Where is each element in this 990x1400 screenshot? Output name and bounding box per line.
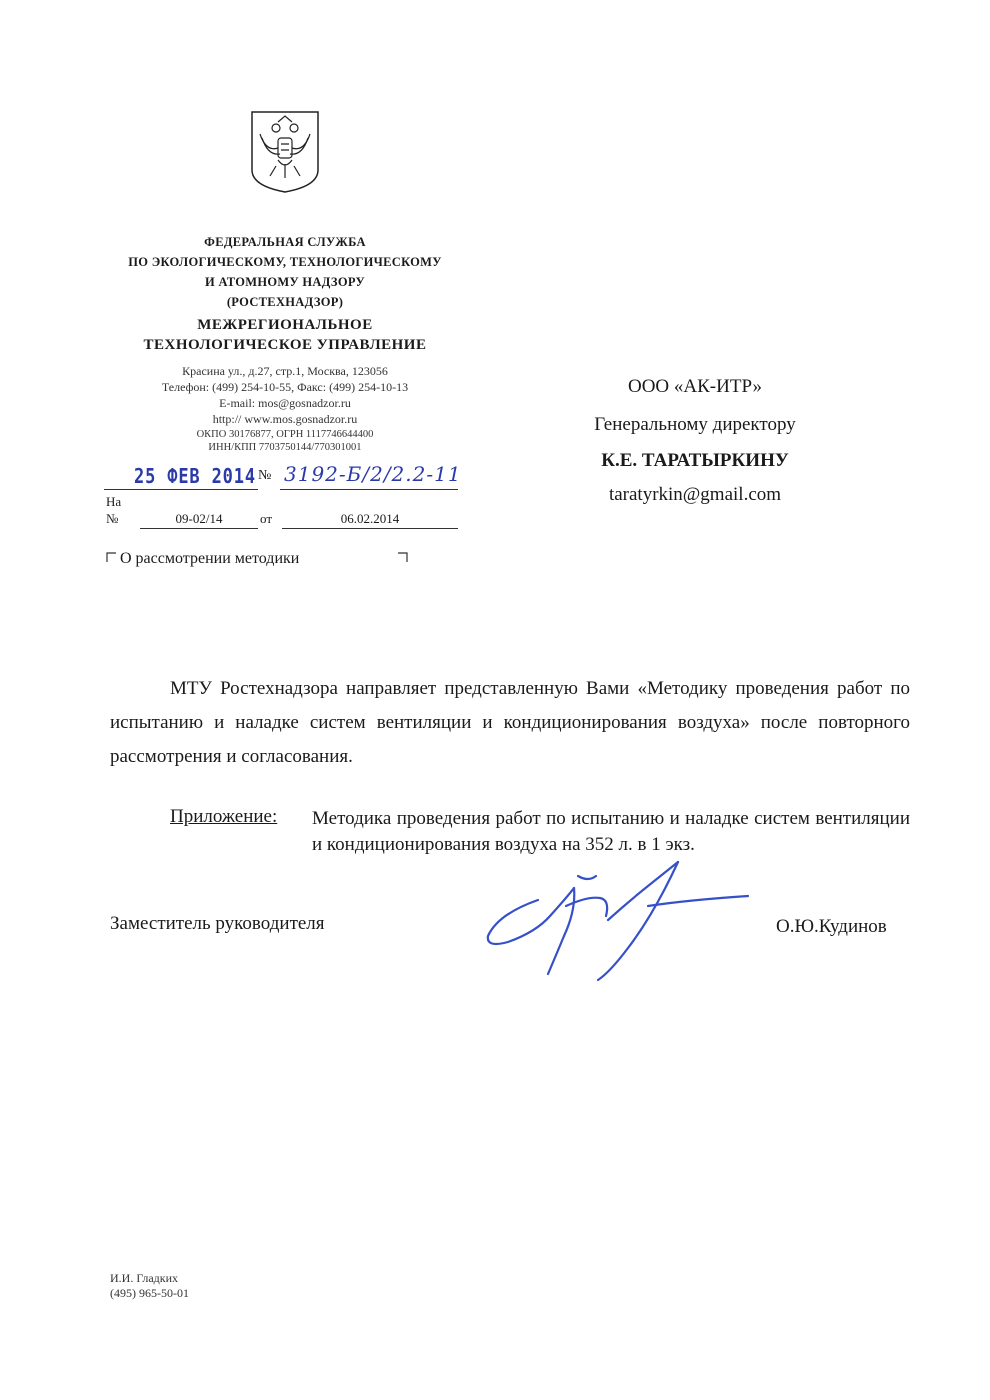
ref-date: 06.02.2014 bbox=[340, 511, 400, 526]
org-inn: ИНН/КПП 7703750144/770301001 bbox=[208, 442, 362, 453]
org-okpo: ОКПО 30176877, ОГРН 1117746644400 bbox=[196, 429, 374, 440]
service-name-line3: И АТОМНОМУ НАДЗОРУ bbox=[205, 275, 365, 289]
ref-number-sign: № bbox=[106, 511, 119, 526]
signatory-position: Заместитель руководителя bbox=[110, 913, 325, 934]
handwritten-outgoing-number: 3192-Б/2/2.2-11 bbox=[284, 462, 462, 486]
org-email: E-mail: mos@gosnadzor.ru bbox=[219, 396, 351, 410]
subject-line: О рассмотрении методики bbox=[120, 550, 300, 567]
on-label: На bbox=[106, 494, 122, 509]
letter-body-paragraph: МТУ Ростехнадзора направляет представленную Вами «Методику проведения работ по испытанию и наладке систем вентиляции и кондиционирования воздуха» после повторного рассмотрения и согласования. bbox=[110, 678, 910, 767]
recipient-position: Генеральному директору bbox=[594, 414, 796, 435]
service-name-line1: ФЕДЕРАЛЬНАЯ СЛУЖБА bbox=[204, 235, 366, 249]
number-underline bbox=[280, 489, 458, 490]
subject-bracket-left bbox=[106, 552, 116, 562]
date-underline bbox=[104, 489, 258, 490]
ref-number: 09-02/14 bbox=[175, 511, 223, 526]
executor-name: И.И. Гладких bbox=[110, 1271, 179, 1285]
org-address: Красина ул., д.27, стр.1, Москва, 123056 bbox=[182, 364, 388, 378]
recipient-email: taratyrkin@gmail.com bbox=[608, 484, 782, 505]
appendix-label: Приложение: bbox=[170, 806, 278, 827]
from-label: от bbox=[260, 511, 273, 526]
department-name-line1: МЕЖРЕГИОНАЛЬНОЕ bbox=[197, 317, 373, 333]
ref-date-underline bbox=[282, 528, 458, 529]
department-name-line2: ТЕХНОЛОГИЧЕСКОЕ УПРАВЛЕНИЕ bbox=[143, 337, 427, 353]
ref-number-underline bbox=[140, 528, 258, 529]
recipient-company: ООО «АК-ИТР» bbox=[627, 376, 762, 397]
date-stamp: 25 ФЕВ 2014 bbox=[134, 464, 256, 488]
handwritten-signature bbox=[478, 856, 758, 986]
appendix-text: Методика проведения работ по испытанию и наладке систем вентиляции и кондиционирования воздуха на 352 л. в 1 экз. bbox=[312, 808, 910, 855]
number-sign: № bbox=[258, 468, 272, 483]
service-name-line4: (РОСТЕХНАДЗОР) bbox=[226, 295, 344, 309]
recipient-name: К.Е. ТАРАТЫРКИНУ bbox=[601, 450, 789, 471]
subject-bracket-right bbox=[398, 552, 408, 562]
org-phone: Телефон: (499) 254-10-55, Факс: (499) 254-10-13 bbox=[161, 380, 409, 394]
service-name-line2: ПО ЭКОЛОГИЧЕСКОМУ, ТЕХНОЛОГИЧЕСКОМУ bbox=[128, 255, 442, 269]
signatory-name: О.Ю.Кудинов bbox=[776, 916, 887, 937]
org-website: http:// www.mos.gosnadzor.ru bbox=[212, 412, 358, 426]
executor-phone: (495) 965-50-01 bbox=[110, 1286, 189, 1300]
coat-of-arms-emblem bbox=[248, 108, 322, 194]
